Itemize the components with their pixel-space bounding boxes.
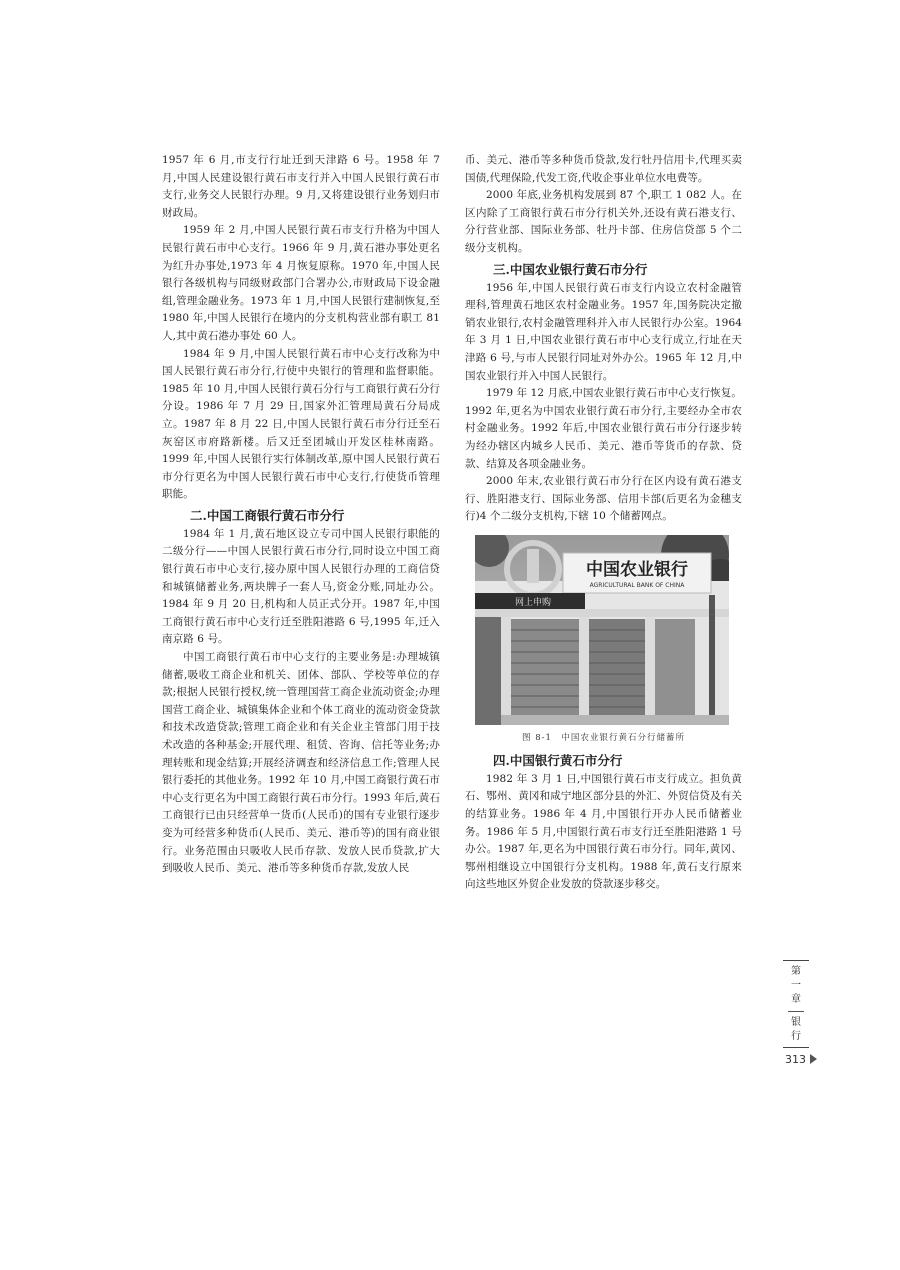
sign-chinese: 中国农业银行 [586,559,688,580]
chapter-char: 章 [791,994,801,1005]
paragraph: 中国工商银行黄石市中心支行的主要业务是:办理城镇储蓄,吸收工商企业和机关、团体、部队、学校等单位的存款;根据人民银行授权,统一管理国营工商企业流动资金;办理国营工商企业、城镇集体企业和个体工商业的流动资金贷款和技术改造贷款;管理工商企业和有关企业主管部门用于技术改造的各种基金;开展代理、租赁、咨询、信托等业务;办理转账和现金结算;开展经济调查和经济信息工作;管理人民银行委托的其他业务。1992 年 10 月,中国工商银行黄石市中心支行更名为中国工商银行黄石市分行。1993 年后,黄石工商银行已由只经营单一货币(人民币)的国有专业银行逐步变为可经营多种货币(人民币、美元、港币等)的国有商业银行。业务范围由只吸收人民币存款、发放人民币贷款,扩大到吸收人民币、美元、港币等多种货币存款,发放人民 [162,651,440,875]
paragraph: 1957 年 6 月,市支行行址迁到天津路 6 号。1958 年 7 月,中国人民建设银行黄石市支行并入中国人民银行黄石市支行,业务交人民银行办理。9 月,又将建设银行业务划归市财政局。 [162,154,440,219]
sign-english: AGRICULTURAL BANK OF CHINA [589,581,685,589]
chapter-char: 第 [791,966,801,977]
paragraph: 1959 年 2 月,中国人民银行黄石市支行升格为中国人民银行黄石市中心支行。1966 年 9 月,黄石港办事处更名为红升办事处,1973 年 4 月恢复原称。1970 年,中国人民银行各级机构与同级财政部门合署办公,市财政局下设金融组,管理金融业务。1973 年 1 月,中国人民银行建制恢复,至 1980 年,中国人民银行在境内的分支机构营业部有职工 81 人,其中黄石港办事处 60 人。 [162,224,440,342]
section-heading-boc: 四.中国银行黄石市分行 [493,752,623,768]
paragraph: 1984 年 9 月,中国人民银行黄石市中心支行改称为中国人民银行黄石市分行,行使中央银行的管理和监督职能。1985 年 10 月,中国人民银行黄石分行与工商银行黄石分行分设。1986 年 7 月 29 日,国家外汇管理局黄石分局成立。1987 年 8 月 22 日,中国人民银行黄石市分行迁至石灰窑区市府路新楼。后又迁至团城山开发区桂林南路。1999 年,中国人民银行实行体制改革,原中国人民银行黄石市分行更名为中国人民银行黄石市中心支行,行使货币管理职能。 [162,347,440,501]
chapter-title-char: 银 [791,1017,801,1028]
paragraph: 2000 年底,业务机构发展到 87 个,职工 1 082 人。在区内除了工商银行黄石市分行机关外,还设有黄石港支行、分行营业部、国际业务部、牡丹卡部、住房信贷部 5 个二级分支机构。 [465,189,742,254]
page-arrow-icon [810,1054,817,1064]
page-number [785,1053,817,1066]
banner-text: 网上申购 [515,597,552,608]
section-heading-abc: 三.中国农业银行黄石市分行 [493,261,648,277]
page-number-text: 313 [785,1053,806,1066]
paragraph: 币、美元、港币等多种货币贷款,发行牡丹信用卡,代理买卖国债,代理保险,代发工资,代收企事业单位水电费等。 [465,154,742,184]
paragraph: 1956 年,中国人民银行黄石市支行内设立农村金融管理科,管理黄石地区农村金融业务。1957 年,国务院决定撤销农业银行,农村金融管理科并入市人民银行办公室。1964 年 3 月 1 日,中国农业银行黄石市中心支行成立,行址在天津路 6 号,与市人民银行同址对外办公。1965 年 12 月,中国农业银行并入中国人民银行。 [465,281,742,382]
chapter-title-char: 行 [791,1031,801,1042]
paragraph: 1984 年 1 月,黄石地区设立专司中国人民银行职能的二级分行——中国人民银行黄石市分行,同时设立中国工商银行黄石市中心支行,接办原中国人民银行办理的工商信贷和城镇储蓄业务,两块牌子一套人马,资金分账,同址办公。1984 年 9 月 20 日,机构和人员正式分开。1987 年,中国工商银行黄石市中心支行迁至胜阳港路 6 号,1995 年,迁入南京路 6 号。 [162,527,440,646]
figure-caption: 图 8-1 中国农业银行黄石分行储蓄所 [522,732,685,743]
left-column [162,152,440,878]
paragraph: 1982 年 3 月 1 日,中国银行黄石市支行成立。担负黄石、鄂州、黄冈和咸宁地区部分县的外汇、外贸信贷及有关的结算业务。1986 年 4 月,中国银行开办人民币储蓄业务。1986 年 5 月,中国银行黄石市支行迁至胜阳港路 1 号办公。1987 年,更名为中国银行黄石市分行。同年,黄冈、鄂州相继设立中国银行分支机构。1988 年,黄石支行原来向这些地区外贸企业发放的贷款逐步移交。 [465,772,742,891]
chapter-side-tab [783,960,809,1048]
right-column [465,152,742,894]
section-heading-icbc: 二.中国工商银行黄石市分行 [190,507,345,523]
paragraph: 1979 年 12 月底,中国农业银行黄石市中心支行恢复。1992 年,更名为中国农业银行黄石市分行,主要经办全市农村金融业务。1992 年后,中国农业银行黄石市分行逐步转为经办辖区内城乡人民币、美元、港币等货币的存款、贷款、结算及各项金融业务。 [465,387,742,470]
paragraph: 2000 年末,农业银行黄石市分行在区内设有黄石港支行、胜阳港支行、国际业务部、信用卡部(后更名为金穗支行)4 个二级分支机构,下辖 10 个储蓄网点。 [465,475,742,523]
bank-branch-photo [475,535,729,725]
chapter-char: 一 [791,980,801,991]
